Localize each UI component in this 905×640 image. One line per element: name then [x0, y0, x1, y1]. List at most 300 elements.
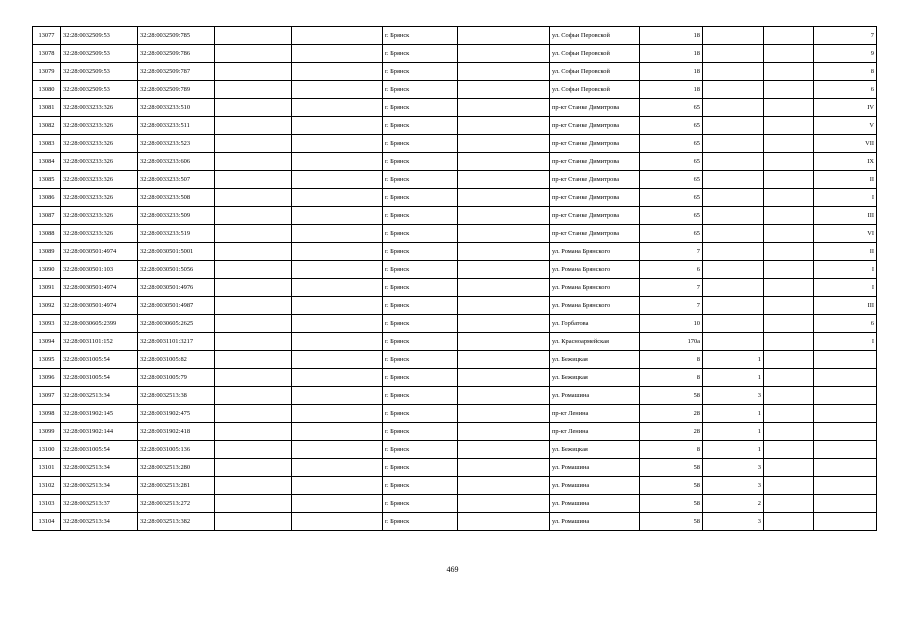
empty-cell: [764, 225, 814, 243]
house-cell: 18: [640, 63, 703, 81]
empty-cell: [458, 459, 550, 477]
empty-cell: [292, 207, 383, 225]
entrance-cell: [703, 315, 764, 333]
house-cell: 58: [640, 387, 703, 405]
empty-cell: [764, 261, 814, 279]
entrance-cell: [703, 333, 764, 351]
entrance-cell: 1: [703, 405, 764, 423]
table-row: [33, 117, 877, 135]
entrance-cell: [703, 63, 764, 81]
house-cell: 65: [640, 189, 703, 207]
premises-cell: II: [814, 243, 877, 261]
premises-cell: [814, 477, 877, 495]
object-cadastral-cell: 32:28:0031902:418: [138, 423, 215, 441]
empty-cell: [764, 441, 814, 459]
table-body: [33, 27, 877, 531]
empty-cell: [292, 495, 383, 513]
empty-cell: [458, 387, 550, 405]
empty-cell: [764, 135, 814, 153]
table-row: [33, 45, 877, 63]
empty-cell: [458, 279, 550, 297]
empty-cell: [292, 333, 383, 351]
house-cell: 18: [640, 27, 703, 45]
house-cell: 7: [640, 279, 703, 297]
entrance-cell: 1: [703, 351, 764, 369]
city-cell: г. Брянск: [383, 153, 458, 171]
empty-cell: [764, 207, 814, 225]
parcel-cadastral-cell: 32:28:0032509:53: [61, 27, 138, 45]
empty-cell: [764, 477, 814, 495]
street-cell: пр-кт Станке Димитрова: [550, 189, 640, 207]
premises-cell: [814, 495, 877, 513]
empty-cell: [292, 477, 383, 495]
house-cell: 28: [640, 423, 703, 441]
street-cell: ул. Красноармейская: [550, 333, 640, 351]
empty-cell: [458, 369, 550, 387]
city-cell: г. Брянск: [383, 315, 458, 333]
object-cadastral-cell: 32:28:0031902:475: [138, 405, 215, 423]
parcel-cadastral-cell: 32:28:0031902:145: [61, 405, 138, 423]
row-number-cell: 13088: [33, 225, 61, 243]
premises-cell: III: [814, 207, 877, 225]
city-cell: г. Брянск: [383, 369, 458, 387]
empty-cell: [215, 117, 292, 135]
empty-cell: [292, 225, 383, 243]
table-row: [33, 63, 877, 81]
city-cell: г. Брянск: [383, 477, 458, 495]
object-cadastral-cell: 32:28:0030501:5001: [138, 243, 215, 261]
entrance-cell: [703, 189, 764, 207]
empty-cell: [215, 27, 292, 45]
object-cadastral-cell: 32:28:0032513:281: [138, 477, 215, 495]
premises-cell: [814, 513, 877, 531]
city-cell: г. Брянск: [383, 261, 458, 279]
street-cell: ул. Ромашина: [550, 495, 640, 513]
row-number-cell: 13102: [33, 477, 61, 495]
object-cadastral-cell: 32:28:0033233:511: [138, 117, 215, 135]
empty-cell: [764, 45, 814, 63]
empty-cell: [215, 333, 292, 351]
object-cadastral-cell: 32:28:0031101:3217: [138, 333, 215, 351]
register-table: [32, 26, 877, 531]
empty-cell: [292, 459, 383, 477]
empty-cell: [764, 189, 814, 207]
empty-cell: [764, 27, 814, 45]
row-number-cell: 13085: [33, 171, 61, 189]
empty-cell: [458, 117, 550, 135]
empty-cell: [292, 27, 383, 45]
house-cell: 28: [640, 405, 703, 423]
empty-cell: [458, 99, 550, 117]
street-cell: пр-кт Ленина: [550, 423, 640, 441]
row-number-cell: 13089: [33, 243, 61, 261]
empty-cell: [215, 81, 292, 99]
empty-cell: [215, 369, 292, 387]
table-row: [33, 333, 877, 351]
house-cell: 65: [640, 225, 703, 243]
table-row: [33, 315, 877, 333]
empty-cell: [215, 243, 292, 261]
house-cell: 170а: [640, 333, 703, 351]
entrance-cell: 2: [703, 495, 764, 513]
house-cell: 58: [640, 459, 703, 477]
city-cell: г. Брянск: [383, 171, 458, 189]
row-number-cell: 13080: [33, 81, 61, 99]
street-cell: ул. Горбатова: [550, 315, 640, 333]
row-number-cell: 13081: [33, 99, 61, 117]
entrance-cell: [703, 117, 764, 135]
empty-cell: [215, 45, 292, 63]
empty-cell: [458, 441, 550, 459]
parcel-cadastral-cell: 32:28:0030501:4974: [61, 279, 138, 297]
parcel-cadastral-cell: 32:28:0031005:54: [61, 351, 138, 369]
house-cell: 6: [640, 261, 703, 279]
entrance-cell: [703, 81, 764, 99]
empty-cell: [292, 153, 383, 171]
empty-cell: [292, 441, 383, 459]
street-cell: ул. Романа Брянского: [550, 297, 640, 315]
house-cell: 18: [640, 81, 703, 99]
city-cell: г. Брянск: [383, 297, 458, 315]
object-cadastral-cell: 32:28:0033233:510: [138, 99, 215, 117]
entrance-cell: [703, 171, 764, 189]
empty-cell: [458, 189, 550, 207]
city-cell: г. Брянск: [383, 99, 458, 117]
empty-cell: [764, 279, 814, 297]
street-cell: ул. Софьи Перовской: [550, 63, 640, 81]
premises-cell: [814, 441, 877, 459]
street-cell: пр-кт Станке Димитрова: [550, 117, 640, 135]
parcel-cadastral-cell: 32:28:0030501:103: [61, 261, 138, 279]
empty-cell: [215, 63, 292, 81]
parcel-cadastral-cell: 32:28:0032509:53: [61, 45, 138, 63]
parcel-cadastral-cell: 32:28:0031902:144: [61, 423, 138, 441]
empty-cell: [764, 315, 814, 333]
premises-cell: [814, 459, 877, 477]
parcel-cadastral-cell: 32:28:0031101:152: [61, 333, 138, 351]
parcel-cadastral-cell: 32:28:0031005:54: [61, 369, 138, 387]
empty-cell: [458, 171, 550, 189]
house-cell: 8: [640, 441, 703, 459]
city-cell: г. Брянск: [383, 81, 458, 99]
parcel-cadastral-cell: 32:28:0032513:34: [61, 513, 138, 531]
empty-cell: [215, 405, 292, 423]
table-row: [33, 207, 877, 225]
street-cell: ул. Софьи Перовской: [550, 27, 640, 45]
street-cell: пр-кт Ленина: [550, 405, 640, 423]
empty-cell: [215, 351, 292, 369]
street-cell: пр-кт Станке Димитрова: [550, 99, 640, 117]
table-row: [33, 405, 877, 423]
city-cell: г. Брянск: [383, 351, 458, 369]
empty-cell: [764, 333, 814, 351]
entrance-cell: [703, 153, 764, 171]
empty-cell: [764, 495, 814, 513]
empty-cell: [292, 279, 383, 297]
row-number-cell: 13091: [33, 279, 61, 297]
city-cell: г. Брянск: [383, 513, 458, 531]
table-row: [33, 99, 877, 117]
entrance-cell: [703, 297, 764, 315]
table-row: [33, 369, 877, 387]
house-cell: 8: [640, 369, 703, 387]
object-cadastral-cell: 32:28:0033233:523: [138, 135, 215, 153]
house-cell: 65: [640, 207, 703, 225]
empty-cell: [764, 153, 814, 171]
house-cell: 65: [640, 135, 703, 153]
entrance-cell: [703, 207, 764, 225]
empty-cell: [764, 369, 814, 387]
empty-cell: [292, 63, 383, 81]
row-number-cell: 13099: [33, 423, 61, 441]
empty-cell: [292, 135, 383, 153]
empty-cell: [458, 423, 550, 441]
premises-cell: VII: [814, 135, 877, 153]
empty-cell: [764, 351, 814, 369]
parcel-cadastral-cell: 32:28:0033233:326: [61, 171, 138, 189]
object-cadastral-cell: 32:28:0033233:508: [138, 189, 215, 207]
premises-cell: IV: [814, 99, 877, 117]
empty-cell: [292, 117, 383, 135]
table-row: [33, 423, 877, 441]
empty-cell: [292, 405, 383, 423]
empty-cell: [215, 99, 292, 117]
table-row: [33, 171, 877, 189]
empty-cell: [292, 99, 383, 117]
parcel-cadastral-cell: 32:28:0030501:4974: [61, 243, 138, 261]
table-row: [33, 27, 877, 45]
empty-cell: [215, 207, 292, 225]
entrance-cell: 1: [703, 423, 764, 441]
street-cell: ул. Ромашина: [550, 459, 640, 477]
premises-cell: IX: [814, 153, 877, 171]
row-number-cell: 13096: [33, 369, 61, 387]
object-cadastral-cell: 32:28:0032509:786: [138, 45, 215, 63]
empty-cell: [458, 405, 550, 423]
parcel-cadastral-cell: 32:28:0032509:53: [61, 63, 138, 81]
row-number-cell: 13086: [33, 189, 61, 207]
house-cell: 18: [640, 45, 703, 63]
object-cadastral-cell: 32:28:0030501:4987: [138, 297, 215, 315]
entrance-cell: [703, 279, 764, 297]
street-cell: ул. Романа Брянского: [550, 261, 640, 279]
empty-cell: [215, 189, 292, 207]
empty-cell: [215, 315, 292, 333]
row-number-cell: 13078: [33, 45, 61, 63]
empty-cell: [764, 459, 814, 477]
house-cell: 65: [640, 153, 703, 171]
empty-cell: [215, 495, 292, 513]
row-number-cell: 13084: [33, 153, 61, 171]
house-cell: 10: [640, 315, 703, 333]
street-cell: ул. Софьи Перовской: [550, 81, 640, 99]
street-cell: ул. Ромашина: [550, 387, 640, 405]
house-cell: 58: [640, 495, 703, 513]
empty-cell: [764, 297, 814, 315]
row-number-cell: 13079: [33, 63, 61, 81]
empty-cell: [458, 495, 550, 513]
city-cell: г. Брянск: [383, 135, 458, 153]
object-cadastral-cell: 32:28:0030501:4976: [138, 279, 215, 297]
premises-cell: [814, 423, 877, 441]
row-number-cell: 13082: [33, 117, 61, 135]
empty-cell: [215, 171, 292, 189]
entrance-cell: [703, 243, 764, 261]
street-cell: ул. Ромашина: [550, 513, 640, 531]
object-cadastral-cell: 32:28:0033233:507: [138, 171, 215, 189]
parcel-cadastral-cell: 32:28:0033233:326: [61, 189, 138, 207]
empty-cell: [292, 513, 383, 531]
empty-cell: [292, 351, 383, 369]
parcel-cadastral-cell: 32:28:0032513:34: [61, 477, 138, 495]
empty-cell: [764, 99, 814, 117]
street-cell: ул. Бежицкая: [550, 351, 640, 369]
empty-cell: [458, 153, 550, 171]
street-cell: пр-кт Станке Димитрова: [550, 135, 640, 153]
parcel-cadastral-cell: 32:28:0032509:53: [61, 81, 138, 99]
street-cell: ул. Бежицкая: [550, 369, 640, 387]
entrance-cell: [703, 45, 764, 63]
object-cadastral-cell: 32:28:0032513:382: [138, 513, 215, 531]
city-cell: г. Брянск: [383, 279, 458, 297]
table-row: [33, 387, 877, 405]
premises-cell: III: [814, 297, 877, 315]
object-cadastral-cell: 32:28:0032513:272: [138, 495, 215, 513]
house-cell: 65: [640, 117, 703, 135]
empty-cell: [215, 387, 292, 405]
empty-cell: [458, 351, 550, 369]
parcel-cadastral-cell: 32:28:0033233:326: [61, 225, 138, 243]
street-cell: ул. Ромашина: [550, 477, 640, 495]
house-cell: 8: [640, 351, 703, 369]
object-cadastral-cell: 32:28:0033233:519: [138, 225, 215, 243]
empty-cell: [764, 405, 814, 423]
street-cell: пр-кт Станке Димитрова: [550, 153, 640, 171]
premises-cell: I: [814, 261, 877, 279]
premises-cell: II: [814, 171, 877, 189]
object-cadastral-cell: 32:28:0032513:38: [138, 387, 215, 405]
table-row: [33, 459, 877, 477]
table-row: [33, 297, 877, 315]
premises-cell: I: [814, 333, 877, 351]
city-cell: г. Брянск: [383, 243, 458, 261]
empty-cell: [764, 171, 814, 189]
premises-cell: [814, 405, 877, 423]
city-cell: г. Брянск: [383, 189, 458, 207]
object-cadastral-cell: 32:28:0032509:787: [138, 63, 215, 81]
premises-cell: 7: [814, 27, 877, 45]
house-cell: 58: [640, 477, 703, 495]
empty-cell: [764, 243, 814, 261]
city-cell: г. Брянск: [383, 27, 458, 45]
row-number-cell: 13092: [33, 297, 61, 315]
empty-cell: [458, 207, 550, 225]
entrance-cell: [703, 99, 764, 117]
empty-cell: [215, 477, 292, 495]
row-number-cell: 13083: [33, 135, 61, 153]
empty-cell: [215, 441, 292, 459]
empty-cell: [458, 27, 550, 45]
house-cell: 7: [640, 243, 703, 261]
empty-cell: [215, 423, 292, 441]
table-row: [33, 135, 877, 153]
entrance-cell: 1: [703, 441, 764, 459]
row-number-cell: 13087: [33, 207, 61, 225]
street-cell: пр-кт Станке Димитрова: [550, 225, 640, 243]
city-cell: г. Брянск: [383, 207, 458, 225]
parcel-cadastral-cell: 32:28:0033233:326: [61, 135, 138, 153]
empty-cell: [292, 261, 383, 279]
entrance-cell: 1: [703, 369, 764, 387]
empty-cell: [292, 315, 383, 333]
entrance-cell: 3: [703, 387, 764, 405]
empty-cell: [764, 81, 814, 99]
house-cell: 65: [640, 171, 703, 189]
row-number-cell: 13093: [33, 315, 61, 333]
page-number: 469: [446, 565, 459, 574]
table-row: [33, 81, 877, 99]
empty-cell: [292, 387, 383, 405]
parcel-cadastral-cell: 32:28:0033233:326: [61, 207, 138, 225]
parcel-cadastral-cell: 32:28:0033233:326: [61, 99, 138, 117]
street-cell: ул. Романа Брянского: [550, 279, 640, 297]
premises-cell: I: [814, 189, 877, 207]
empty-cell: [458, 45, 550, 63]
row-number-cell: 13101: [33, 459, 61, 477]
empty-cell: [215, 135, 292, 153]
street-cell: пр-кт Станке Димитрова: [550, 171, 640, 189]
parcel-cadastral-cell: 32:28:0032513:34: [61, 459, 138, 477]
row-number-cell: 13090: [33, 261, 61, 279]
premises-cell: I: [814, 279, 877, 297]
empty-cell: [764, 513, 814, 531]
entrance-cell: [703, 225, 764, 243]
parcel-cadastral-cell: 32:28:0032513:34: [61, 387, 138, 405]
object-cadastral-cell: 32:28:0032509:785: [138, 27, 215, 45]
city-cell: г. Брянск: [383, 441, 458, 459]
row-number-cell: 13103: [33, 495, 61, 513]
street-cell: ул. Романа Брянского: [550, 243, 640, 261]
empty-cell: [458, 513, 550, 531]
premises-cell: V: [814, 117, 877, 135]
empty-cell: [292, 369, 383, 387]
object-cadastral-cell: 32:28:0030605:2625: [138, 315, 215, 333]
house-cell: 65: [640, 99, 703, 117]
table-row: [33, 477, 877, 495]
table-row: [33, 441, 877, 459]
city-cell: г. Брянск: [383, 459, 458, 477]
table-row: [33, 261, 877, 279]
city-cell: г. Брянск: [383, 423, 458, 441]
empty-cell: [458, 135, 550, 153]
city-cell: г. Брянск: [383, 405, 458, 423]
parcel-cadastral-cell: 32:28:0032513:37: [61, 495, 138, 513]
empty-cell: [764, 117, 814, 135]
object-cadastral-cell: 32:28:0031005:136: [138, 441, 215, 459]
empty-cell: [292, 423, 383, 441]
empty-cell: [458, 477, 550, 495]
row-number-cell: 13094: [33, 333, 61, 351]
city-cell: г. Брянск: [383, 45, 458, 63]
object-cadastral-cell: 32:28:0032509:789: [138, 81, 215, 99]
empty-cell: [458, 243, 550, 261]
row-number-cell: 13104: [33, 513, 61, 531]
city-cell: г. Брянск: [383, 225, 458, 243]
street-cell: пр-кт Станке Димитрова: [550, 207, 640, 225]
premises-cell: 6: [814, 81, 877, 99]
empty-cell: [215, 153, 292, 171]
parcel-cadastral-cell: 32:28:0031005:54: [61, 441, 138, 459]
